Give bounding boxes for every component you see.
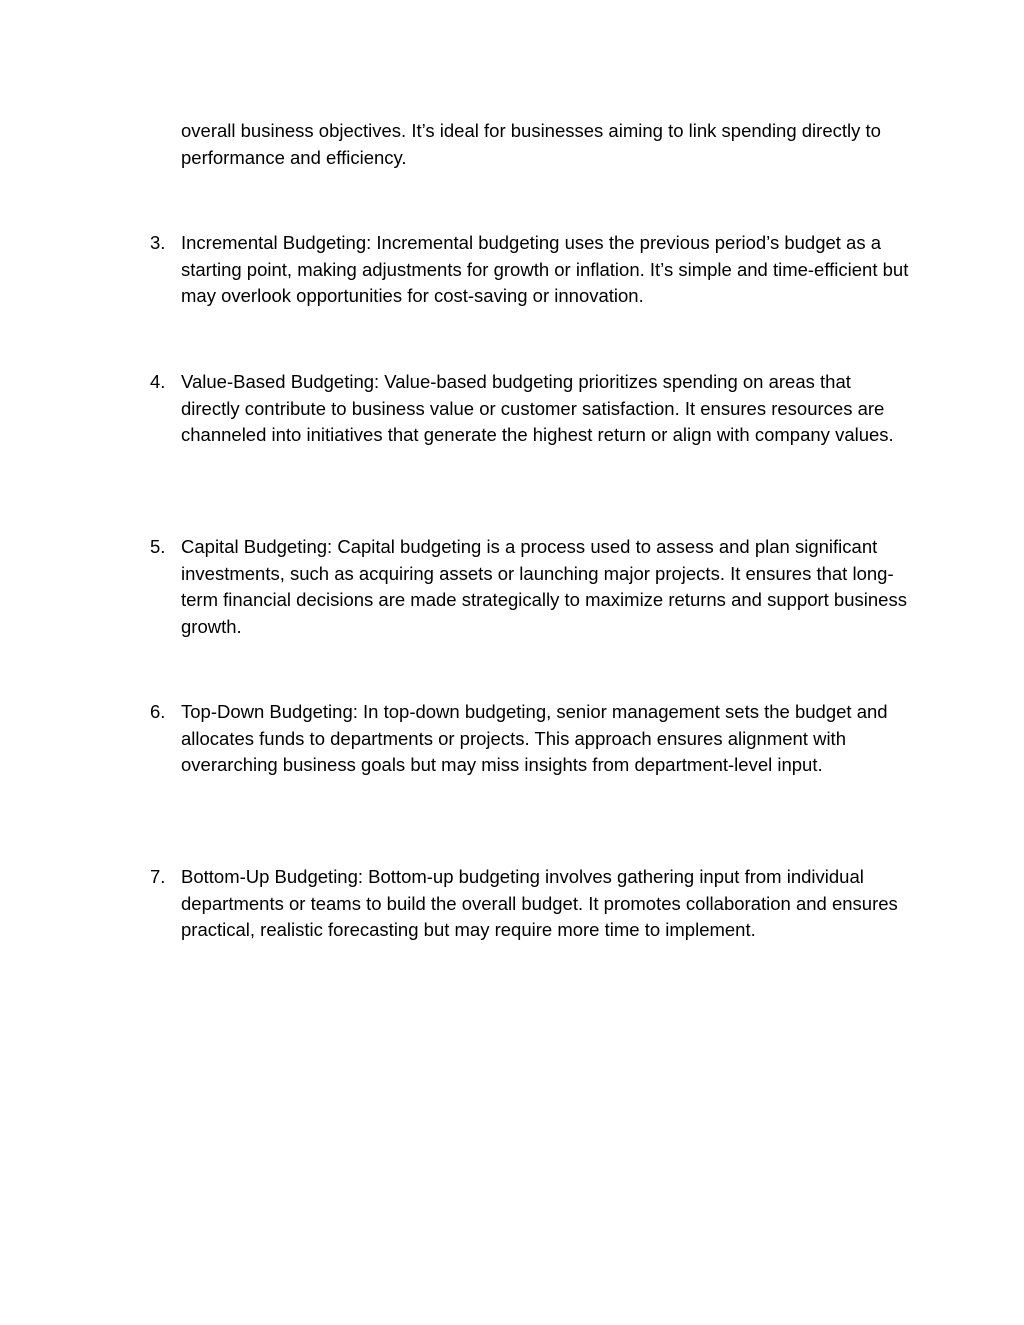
continuation-paragraph: overall business objectives. It’s ideal for businesses aiming to link spending directly to performance and efficiency. [181, 120, 881, 168]
list-item-text: Bottom-Up Budgeting: Bottom-up budgeting involves gathering input from individual departments or teams to build the overall budget. It promotes collaboration and ensures practical, realistic forecasting but may require more time to implement. [181, 866, 898, 941]
list-item-value-based-budgeting [150, 369, 910, 449]
list-item-text: Capital Budgeting: Capital budgeting is a process used to assess and plan significant investments, such as acquiring assets or launching major projects. It ensures that long-term financial decisions are made strategically to maximize returns and support business growth. [181, 536, 907, 638]
list-item-text: Top-Down Budgeting: In top-down budgeting, senior management sets the budget and allocates funds to departments or projects. This approach ensures alignment with overarching business goals but may miss insights from department-level input. [181, 701, 888, 776]
list-item-text: Incremental Budgeting: Incremental budgeting uses the previous period’s budget as a starting point, making adjustments for growth or inflation. It’s simple and time-efficient but may overlook opportunities for cost-saving or innovation. [181, 232, 909, 307]
list-number: 6. [150, 701, 166, 722]
list-item-bottom-up-budgeting [150, 864, 910, 944]
list-number: 3. [150, 232, 166, 253]
list-number: 4. [150, 371, 166, 392]
list-item-text: Value-Based Budgeting: Value-based budgeting prioritizes spending on areas that directly contribute to business value or customer satisfaction. It ensures resources are channeled into initiatives that generate the highest return or align with company values. [181, 371, 894, 446]
list-item-top-down-budgeting [150, 699, 910, 779]
list-item-capital-budgeting [150, 534, 910, 641]
list-number: 5. [150, 536, 166, 557]
list-item-incremental-budgeting [150, 230, 910, 310]
list-number: 7. [150, 866, 166, 887]
